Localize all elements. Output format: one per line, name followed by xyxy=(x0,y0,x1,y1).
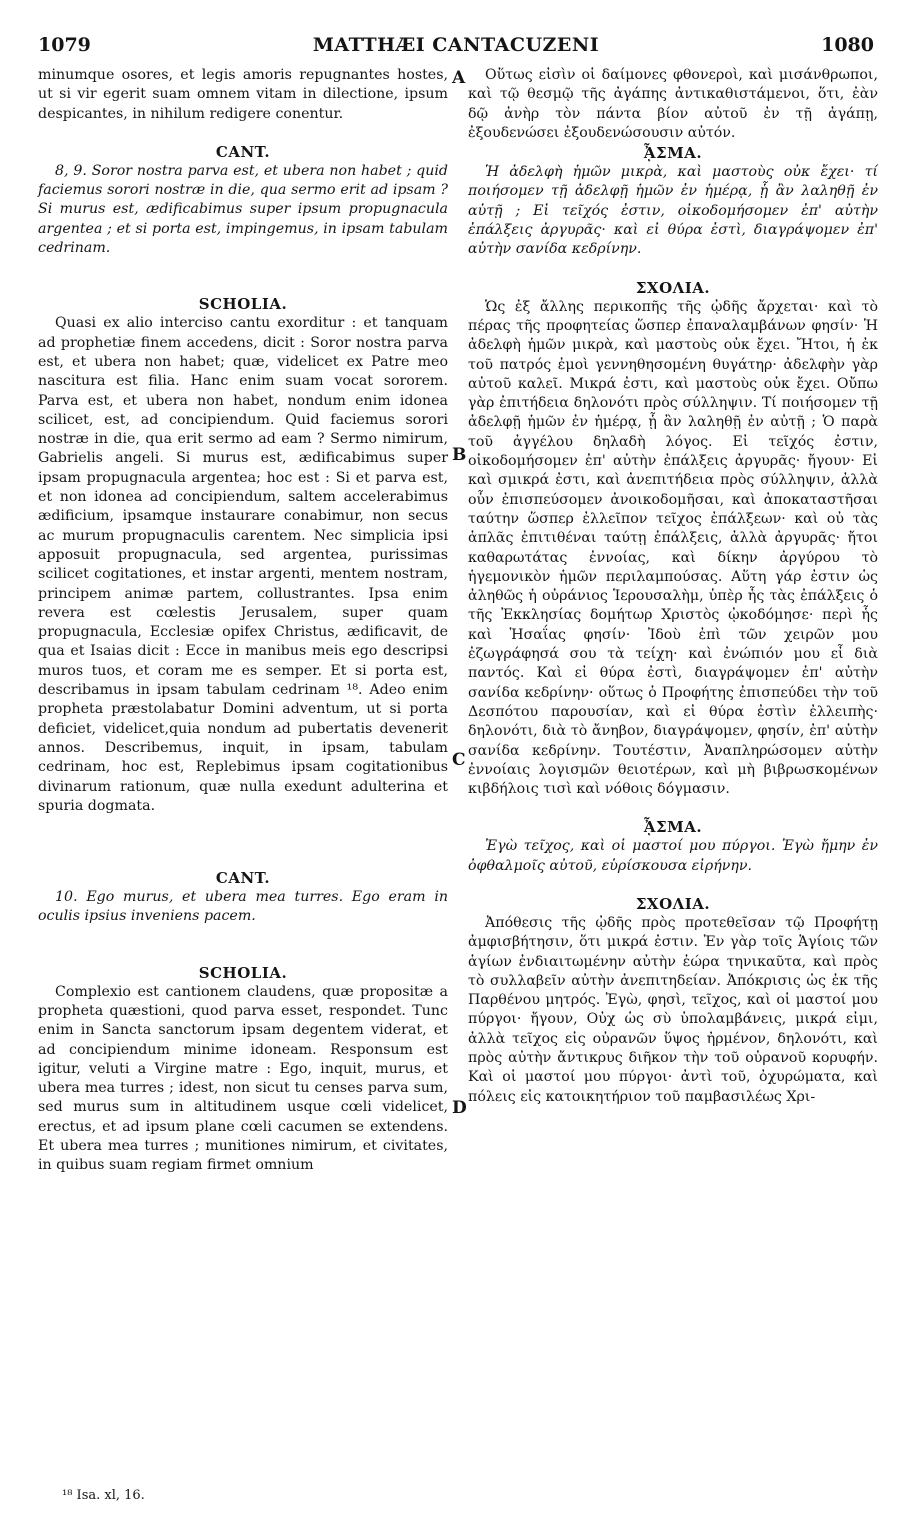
greek-intro: Οὕτως εἰσὶν οἱ δαίμονες φθονεροὶ, καὶ μισάνθρωποι, καὶ τῷ θεσμῷ τῆς ἀγάπης ἀντικαθιστάμενοι, ὅτι, ἐὰν δῷ ἀνὴρ τὸν πάντα βίον αὐτοῦ ἐν τῇ ἀγάπῃ, ἐξουδενώσει ἐξουδενώσουσιν αὐτόν. xyxy=(468,67,878,141)
greek-asma-heading-1: ᾎΣΜΑ. xyxy=(643,144,703,163)
greek-asma-heading-2: ᾎΣΜΑ. xyxy=(643,818,703,837)
page-number-right: 1080 xyxy=(821,34,874,56)
latin-cant-heading-1: CANT. xyxy=(215,142,271,161)
page-number-left: 1079 xyxy=(38,34,91,56)
latin-column xyxy=(38,66,448,1176)
greek-scholia-heading-1: ΣΧΟΛΙΑ. xyxy=(635,278,711,297)
margin-marker-d: D xyxy=(452,1098,467,1118)
page-header xyxy=(38,34,874,64)
greek-column xyxy=(468,66,878,1107)
greek-scholia-heading-2: ΣΧΟΛΙΑ. xyxy=(635,894,711,913)
latin-cant-text-2: 10. Ego murus, et ubera mea turres. Ego eram in oculis ipsius inveniens pacem. xyxy=(38,889,448,925)
running-title: MATTHÆI CANTACUZENI xyxy=(312,34,600,56)
latin-intro: minumque osores, et legis amoris repugnantes hostes, ut si vir egerit suam omnem vitam in dilectione, ipsum despicantes, in nihilum redigere conentur. xyxy=(38,67,448,122)
greek-scholia-text-2: Ἀπόθεσις τῆς ᾠδῆς πρὸς προτεθεῖσαν τῷ Προφήτῃ ἀμφισβήτησιν, ὅτι μικρά ἐστιν. Ἐν γὰρ τοῖς Ἁγίοις τῶν ἁγίων ἐνδιαιτωμένην αὐτὴν ἑώρα τηνικαῦτα, καὶ πρὸς τὸ συλλαβεῖν αὐτὴν ἀνεπιτηδείαν. Ἀπόκρισις ὡς ἐκ τῆς Παρθένου μητρός. Ἐγὼ, φησὶ, τεῖχος, καὶ οἱ μαστοί μου πύργοι· ἤγουν, Οὐχ ὡς σὺ ὑπολαμβάνεις, μικρά εἰμι, ἀλλὰ τεῖχος εἰς οὐρανῶν ὕψος ἠρμένον, δηλονότι, καὶ πρὸς αὐτὴν ἄντικρυς διῆκον τὴν τοῦ οὐρανοῦ κορυφήν. Καὶ οἱ μαστοί μου πύργοι· ἀντὶ τοῦ, ὀχυρώματα, καὶ πόλεις εἰς κατοικητήριον τοῦ παμβασιλέως Χρι- xyxy=(468,914,878,1105)
latin-scholia-text-1: Quasi ex alio interciso cantu exorditur : et tanquam ad prophetiæ finem accedens, dicit : Soror nostra parva est, et ubera non habet; quæ, videlicet ex Patre meo nascitura est filia. Hanc enim suam vocat sororem. Parva est, et ubera non habet, nondum enim idonea scilicet, est, ad concipiendum. Quid faciemus sorori nostræ in die, qua erit sermo ad eam ? Sermo nimirum, Gabrielis angeli. Si murus est, ædificabimus super ipsam propugnacula argentea; hoc est : Si et parva est, et non idonea ad concipiendum, saltem accelerabimus ædificium, ipsamque instaurare conabimur, non secus ac murum propugnaculis carentem. Nec simplicia ipsi apposuit propugnacula, sed argentea, purissimas scilicet cogitationes, et instar argenti, mentem nostram, principem animæ partem, collustrantes. Ipsa enim revera est cœlestis Jerusalem, super quam propugnacula, Ecclesiæ opifex Christus, ædificavit, de qua et Isaias dicit : Ecce in manibus meis ego descripsi muros tuos, et coram me es semper. Et si porta est, describamus in ipsam tabulam cedrinam ¹⁸. Adeo enim propheta præstolabatur Domini adventum, ut si porta deficiet, videlicet,quia nondum ad pubertatis devenerit annos. Describemus, inquit, in ipsam, tabulam cedrinam, hoc est, Replebimus ipsam cogitationibus divinarum rationum, quæ nulla exedunt adulterina et spuria dogmata. xyxy=(38,315,448,814)
latin-cant-heading-2: CANT. xyxy=(215,869,271,888)
footnote: ¹⁸ Isa. xl, 16. xyxy=(62,1488,145,1503)
latin-scholia-text-2: Complexio est cantionem claudens, quæ propositæ a propheta quæstioni, quod parva esset, respondet. Tunc enim in Sancta sanctorum ipsam degentem viderat, et ad concipiendum minime idoneam. Responsum est igitur, veluti a Virgine matre : Ego, inquit, murus, et ubera mea turres ; idest, non sicut tu censes parva sum, sed murus sum in altitudinem usque cœli videlicet, erectus, et ad ipsum plane cœli cacumen se extendens. Et ubera mea turres ; munitiones nimirum, et civitates, in quibus suam regiam firmet omnium xyxy=(38,983,448,1174)
margin-marker-a: A xyxy=(452,68,466,88)
margin-marker-c: C xyxy=(452,750,466,770)
margin-marker-b: B xyxy=(452,445,467,465)
greek-asma-text-1: Ἡ ἀδελφὴ ἡμῶν μικρὰ, καὶ μαστοὺς οὐκ ἔχει· τί ποιήσομεν τῇ ἀδελφῇ ἡμῶν ἐν ἡμέρᾳ, ᾗ ἂν λαληθῇ ἐν αὐτῇ ; Εἰ τεῖχός ἐστιν, οἰκοδομήσομεν ἐπ' αὐτὴν ἐπάλξεις ἀργυρᾶς· καὶ εἰ θύρα ἐστὶ, διαγράψομεν ἐπ' αὐτὴν σανίδα κεδρίνην. xyxy=(468,164,878,258)
greek-asma-text-2: Ἐγὼ τεῖχος, καὶ οἱ μαστοί μου πύργοι. Ἐγὼ ἤμην ἐν ὀφθαλμοῖς αὐτοῦ, εὑρίσκουσα εἰρήνην. xyxy=(468,838,878,874)
latin-scholia-heading-1: SCHOLIA. xyxy=(198,295,288,314)
latin-cant-text-1: 8, 9. Soror nostra parva est, et ubera non habet ; quid faciemus sorori nostræ in die, qua sermo erit ad ipsam ? Si murus est, ædificabimus super ipsum propugnacula argentea ; et si porta est, impingemus, in ipsam tabulam cedrinam. xyxy=(38,162,448,257)
greek-scholia-text-1: Ὡς ἐξ ἄλλης περικοπῆς τῆς ᾠδῆς ἄρχεται· καὶ τὸ πέρας τῆς προφητείας ὥσπερ ἐπαναλαμβάνων φησίν· Ἡ ἀδελφὴ ἡμῶν μικρὰ, καὶ μαστοὺς οὐκ ἔχει. Ἤτοι, ἡ ἐκ τοῦ πατρός ἐμοὶ γεννηθησομένη θυγάτηρ· ἀδελφὴν γὰρ αὐτοῦ καλεῖ. Μικρά ἐστι, καὶ μαστοὺς οὐκ ἔχει. Οὔπω γὰρ ἐπιτήδεια δηλονότι πρὸς σύλληψιν. Τί ποιήσομεν τῇ ἀδελφῇ ἡμῶν ἐν ἡμέρᾳ, ᾗ ἂν λαληθῇ ἐν αὐτῇ ; Ὁ παρὰ τοῦ ἀγγέλου δηλαδὴ λόγος. Εἰ τεῖχός ἐστιν, οἰκοδομήσομεν ἐπ' αὐτὴν ἐπάλξεις ἀργυρᾶς· ἤγουν· Εἰ καὶ σμικρά ἐστι, καὶ ἀνεπιτήδεια πρὸς σύλληψιν, ἀλλὰ οὖν ἐπισπεύσομεν ἀνοικοδομῆσαι, καὶ ἀποκαταστῆσαι ταύτην ὥσπερ ἐλλεῖπον τεῖχος ἐπάλξεων· καὶ οὐ τὰς ἁπλᾶς ἐπιτιθέναι ταύτῃ ἐπάλξεις, ἀλλὰ ἀργυρᾶς· ἤτοι καθαρωτάτας ἐννοίας, καὶ δίκην ἀργύρου τὸ ἡγεμονικὸν ἡμῶν περιλαμπούσας. Αὕτη γάρ ἐστιν ὡς ἀληθῶς ἡ οὐράνιος Ἱερουσαλὴμ, ὑπὲρ ἧς τὰς ἐπάλξεις ὁ τῆς Ἐκκλησίας δομήτωρ Χριστὸς ᾠκοδόμησε· περὶ ἧς καὶ Ἡσαΐας φησίν· Ἰδοὺ ἐπὶ τῶν χειρῶν μου ἐζωγράφησά σου τὰ τείχη· καὶ ἐνώπιόν μου εἶ διὰ παντός. Καὶ εἰ θύρα ἐστὶ, διαγράψομεν ἐπ' αὐτὴν σανίδα κεδρίνην· οὕτως ὁ Προφήτης ἐπισπεύδει τὴν τοῦ Δεσπότου παρουσίαν, καὶ εἰ θύρα ἐστὶν ἐλλειπὴς· δηλονότι, διὰ τὸ ἄνηβον, διαγράψομεν, φησίν, ἐπ' αὐτὴν σανίδα κεδρίνην. Τουτέστιν, Ἀναπληρώσομεν αὐτὴν ἐννοίαις λογισμῶν θειοτέρων, καὶ μὴ βιβρωσκομένων κιβδήλοις τισὶ καὶ νόθοις δόγμασιν. xyxy=(468,298,878,798)
latin-scholia-heading-2: SCHOLIA. xyxy=(198,963,288,982)
